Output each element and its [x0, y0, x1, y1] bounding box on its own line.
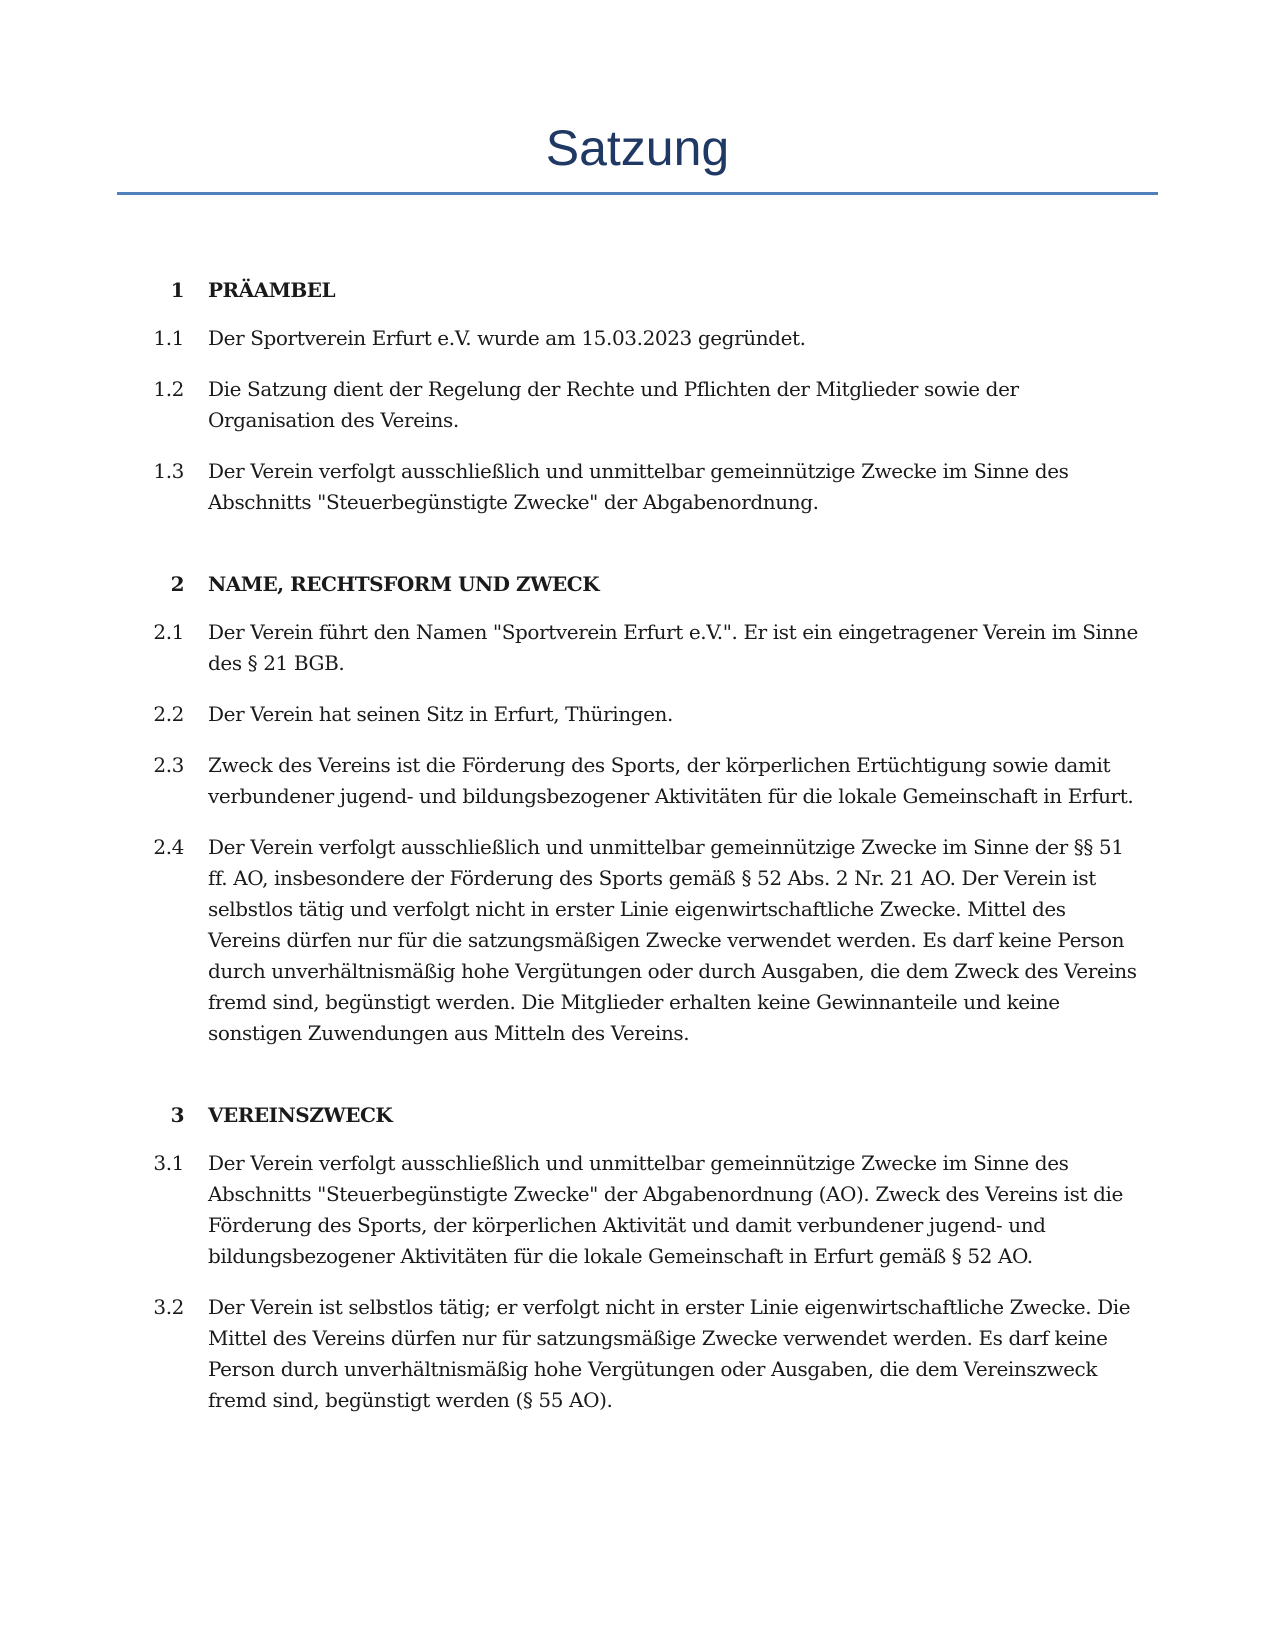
section-vereinszweck	[0, 1097, 1275, 1416]
section-heading	[0, 272, 1275, 305]
document-body	[0, 272, 1275, 1436]
clause-text: Der Verein verfolgt ausschließlich und unmittelbar gemeinnützige Zwecke im Sinne des Abschnitts "Steuerbegünstigte Zwecke" der Abgabenordnung.	[208, 459, 1069, 514]
section-title: PRÄAMBEL	[208, 278, 336, 302]
clause-text: Die Satzung dient der Regelung der Rechte und Pflichten der Mitglieder sowie der Organisation des Vereins.	[208, 377, 1019, 432]
clause-number: 3.2	[153, 1295, 184, 1319]
clause-number: 1.3	[153, 459, 184, 483]
clause	[0, 456, 1275, 518]
clause	[0, 832, 1275, 1049]
document-title: Satzung	[545, 120, 730, 176]
section-title: VEREINSZWECK	[208, 1103, 393, 1127]
section-title: NAME, RECHTSFORM UND ZWECK	[208, 572, 600, 596]
clause	[0, 617, 1275, 679]
clause-text: Der Verein verfolgt ausschließlich und unmittelbar gemeinnützige Zwecke im Sinne des Abschnitts "Steuerbegünstigte Zwecke" der Abgabenordnung (AO). Zweck des Vereins ist die Förderung des Sports, der körperlichen Aktivität und damit verbundener jugend- und bildungsbezogener Aktivitäten für die lokale Gemeinschaft in Erfurt gemäß § 52 AO.	[208, 1151, 1123, 1268]
clause-text: Der Verein führt den Namen "Sportverein Erfurt e.V.". Er ist ein eingetragener Verein im Sinne des § 21 BGB.	[208, 620, 1138, 675]
section-number: 1	[170, 278, 184, 302]
title-underline	[117, 192, 1158, 195]
section-name-rechtsform-zweck	[0, 566, 1275, 1049]
clause-text: Der Verein hat seinen Sitz in Erfurt, Thüringen.	[208, 702, 673, 726]
clause-number: 2.1	[153, 620, 184, 644]
section-praeambel	[0, 272, 1275, 518]
clause-number: 1.1	[153, 326, 184, 350]
clause	[0, 699, 1275, 730]
section-heading	[0, 1097, 1275, 1130]
clause	[0, 323, 1275, 354]
clause	[0, 750, 1275, 812]
clause-number: 2.3	[153, 753, 184, 777]
clause-text: Zweck des Vereins ist die Förderung des Sports, der körperlichen Ertüchtigung sowie damit verbundener jugend- und bildungsbezogener Aktivitäten für die lokale Gemeinschaft in Erfurt.	[208, 753, 1134, 808]
section-number: 2	[170, 572, 184, 596]
clause-text: Der Verein ist selbstlos tätig; er verfolgt nicht in erster Linie eigenwirtschaftliche Zwecke. Die Mittel des Vereins dürfen nur für satzungsmäßige Zwecke verwendet werden. Es darf keine Person durch unverhältnismäßig hohe Vergütungen oder Ausgaben, die dem Vereinszweck fremd sind, begünstigt werden (§ 55 AO).	[208, 1295, 1131, 1412]
clause-number: 3.1	[153, 1151, 184, 1175]
section-number: 3	[170, 1103, 184, 1127]
clause	[0, 1148, 1275, 1272]
clause-number: 1.2	[153, 377, 184, 401]
clause-text: Der Sportverein Erfurt e.V. wurde am 15.03.2023 gegründet.	[208, 326, 806, 350]
clause-number: 2.2	[153, 702, 184, 726]
clause	[0, 1292, 1275, 1416]
clause-number: 2.4	[153, 835, 184, 859]
clause	[0, 374, 1275, 436]
section-heading	[0, 566, 1275, 599]
clause-text: Der Verein verfolgt ausschließlich und unmittelbar gemeinnützige Zwecke im Sinne der §§ 51 ff. AO, insbesondere der Förderung des Sports gemäß § 52 Abs. 2 Nr. 21 AO. Der Verein ist selbstlos tätig und verfolgt nicht in erster Linie eigenwirtschaftliche Zwecke. Mittel des Vereins dürfen nur für die satzungsmäßigen Zwecke verwendet werden. Es darf keine Person durch unverhältnismäßig hohe Vergütungen oder durch Ausgaben, die dem Zweck des Vereins fremd sind, begünstigt werden. Die Mitglieder erhalten keine Gewinnanteile und keine sonstigen Zuwendungen aus Mitteln des Vereins.	[208, 835, 1137, 1045]
